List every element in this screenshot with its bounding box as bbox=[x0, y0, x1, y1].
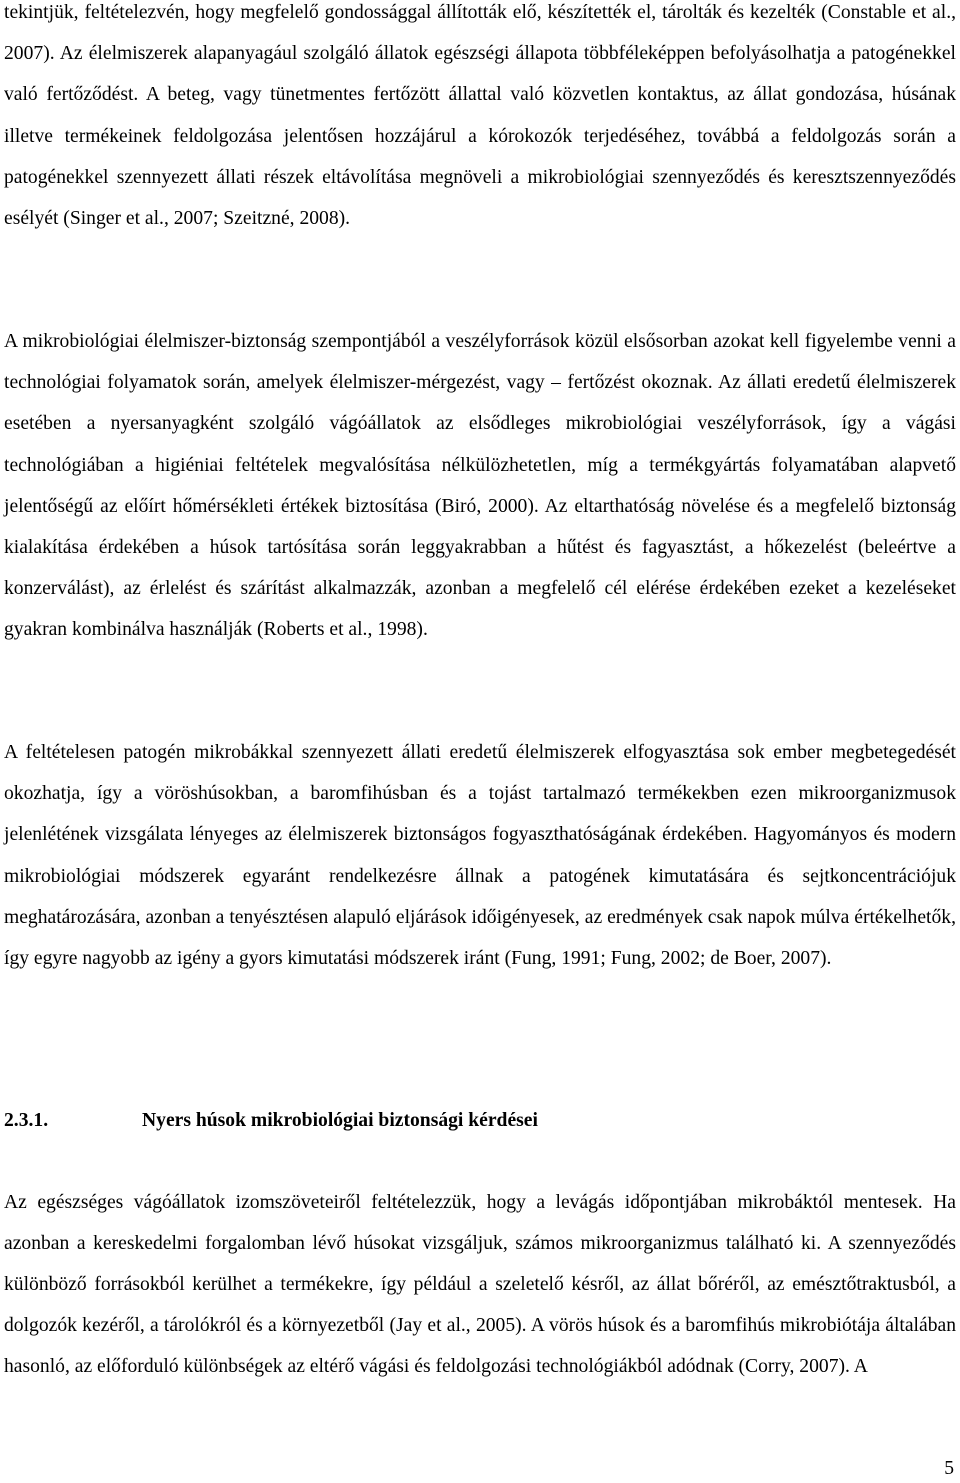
section-heading bbox=[4, 1107, 538, 1135]
section-number: 2.3.1. bbox=[4, 1110, 49, 1131]
paragraph-body-3: A feltételesen patogén mikrobákkal szennyezett állati eredetű élelmiszerek elfogyasztása sok ember megbetegedését okozhatja, így a vöröshúsokban, a baromfihúsban és a tojást tartalmazó termékekben ezen mikroorganizmusok jelenlétének vizsgálata lényeges az élelmiszerek biztonságos fogyaszthatóságának érdekében. Hagyományos és modern mikrobiológiai módszerek egyaránt rendelkezésre állnak a patogének kimutatására és sejtkoncentrációjuk meghatározására, azonban a tenyésztésen alapuló eljárások időigényesek, az eredmények csak napok múlva értékelhetők, így egyre nagyobb az igény a gyors kimutatási módszerek iránt (Fung, 1991; Fung, 2002; de Boer, 2007). bbox=[4, 742, 956, 970]
paragraph-body-4: Az egészséges vágóállatok izomszöveteiről feltételezzük, hogy a levágás időpontjában mikrobáktól mentesek. Ha azonban a kereskedelmi forgalomban lévő húsokat vizsgáljuk, számos mikroorganizmus található ki. A szennyeződés különböző forrásokból kerülhet a termékekre, így például a szeletelő késről, az állat bőréről, az emésztőtraktusból, a dolgozók kezéről, a tárolókról és a környezetből (Jay et al., 2005). A vörös húsok és a baromfihús mikrobiótája általában hasonló, az előforduló különbségek az eltérő vágási és feldolgozási technológiákból adódnak (Corry, 2007). A bbox=[4, 1192, 956, 1377]
section-title: Nyers húsok mikrobiológiai biztonsági kérdései bbox=[142, 1110, 538, 1131]
page-number: 5 bbox=[944, 1458, 954, 1479]
paragraph-body-1: tekintjük, feltételezvén, hogy megfelelő gondossággal állították elő, készítették el, tárolták és kezelték (Constable et al., 2007). Az élelmiszerek alapanyagául szolgáló állatok egészségi állapota többféleképpen befolyásolhatja a patogénekkel való fertőződést. A beteg, vagy tünetmentes fertőzött állattal való közvetlen kontaktus, az állat gondozása, húsának illetve termékeinek feldolgozása jelentősen hozzájárul a kórokozók terjedéséhez, továbbá a feldolgozás során a patogénekkel szennyezett állati részek eltávolítása megnöveli a mikrobiológiai szennyeződés és keresztszennyeződés esélyét (Singer et al., 2007; Szeitzné, 2008). bbox=[4, 2, 956, 230]
paragraph-body-2: A mikrobiológiai élelmiszer-biztonság szempontjából a veszélyforrások közül elsősorban azokat kell figyelembe venni a technológiai folyamatok során, amelyek élelmiszer-mérgezést, vagy – fertőzést okoznak. Az állati eredetű élelmiszerek esetében a nyersanyagként szolgáló vágóállatok az elsődleges mikrobiológiai veszélyforrások, így a vágási technológiában a higiéniai feltételek megvalósítása nélkülözhetetlen, míg a termékgyártás folyamatában alapvető jelentőségű az előírt hőmérsékleti értékek biztosítása (Biró, 2000). Az eltarthatóság növelése és a megfelelő biztonság kialakítása érdekében a húsok tartósítása során leggyakrabban a hűtést és fagyasztást, a hőkezelést (beleértve a konzerválást), az érlelést és szárítást alkalmazzák, azonban a megfelelő cél elérése érdekében ezeket a kezeléseket gyakran kombinálva használják (Roberts et al., 1998). bbox=[4, 331, 956, 641]
